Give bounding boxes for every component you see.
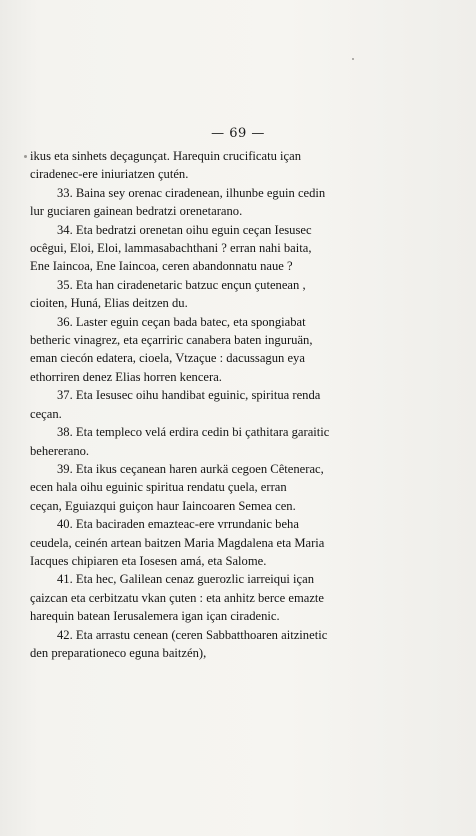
page-body-text [30, 147, 453, 662]
verse-37 [30, 386, 453, 423]
verse-text: Laster eguin ceçan bada batec, eta spongiabat betheric vinagrez, eta eçarriric canabera baten inguruän, eman ciecón edatera, cioela, Vtzaçue : dacussagun eya ethorriren denez Elias horren kencera. [30, 314, 313, 384]
verse-text: Eta bedratzi orenetan oihu eguin ceçan Iesusec ocêgui, Eloi, Eloi, lammasabachthani ? erran nahi baita, Ene Iaincoa, Ene Iaincoa, ceren abandonnatu naue ? [30, 222, 312, 274]
verse-34 [30, 221, 453, 276]
verse-text: Eta templeco velá erdira cedin bi çathitara garaitic behererano. [30, 425, 330, 458]
paragraph-text: ikus eta sinhets deçagunçat. Harequin crucificatu içan ciradenec-ere iniuriatzen çutén. [30, 149, 301, 182]
paper-speck [352, 58, 354, 60]
verse-number: 38. [57, 425, 73, 440]
verse-33 [30, 184, 453, 221]
verse-39 [30, 460, 453, 515]
verse-text: Eta baciraden emazteac-ere vrrundanic beha ceudela, ceinén artean baitzen Maria Magdalena eta Maria Iacques chipiaren eta Iosesen amá, eta Salome. [30, 517, 325, 568]
verse-text: Eta han ciradenetaric batzuc ençun çutenean , cioiten, Huná, Elias deitzen du. [30, 277, 306, 311]
verse-text: Eta Iesusec oihu handibat eguinic, spiritua renda ceçan. [30, 388, 321, 421]
verse-38 [30, 423, 453, 460]
paper-speck [24, 155, 27, 158]
verse-text: Eta hec, Galilean cenaz guerozlic iarreiqui içan çaizcan eta cerbitzatu vkan çuten : eta anhitz berce emazte harequin batean Ierusalemera igan içan ciradenic. [30, 572, 325, 624]
verse-35 [30, 276, 453, 313]
page-number-header: — 69 — [211, 126, 265, 141]
verse-text: Eta arrastu cenean (ceren Sabbatthoaren aitzinetic den preparationeco eguna baitzén), [30, 627, 328, 660]
verse-number: 37. [57, 388, 73, 403]
verse-number: 42. [57, 627, 73, 642]
paragraph-continuation [30, 147, 453, 184]
verse-text: Eta ikus ceçanean haren aurkä cegoen Cêtenerac, ecen hala oihu eguinic spiritua rendatu çuela, erran ceçan, Eguiazqui guiçon haur Iaincoaren Semea cen. [30, 461, 324, 513]
verse-number: 40. [57, 517, 73, 532]
verse-40 [30, 515, 453, 570]
verse-number: 36. [57, 314, 73, 329]
verse-number: 41. [57, 572, 73, 587]
verse-42 [30, 626, 453, 663]
verse-number: 39. [57, 461, 73, 476]
verse-text: Baina sey orenac ciradenean, ilhunbe eguin cedin lur guciaren gainean bedratzi orenetarano. [30, 185, 326, 219]
verse-36 [30, 313, 453, 387]
verse-number: 35. [57, 277, 73, 292]
verse-number: 33. [57, 185, 73, 200]
verse-41 [30, 570, 453, 625]
verse-number: 34. [57, 222, 73, 237]
